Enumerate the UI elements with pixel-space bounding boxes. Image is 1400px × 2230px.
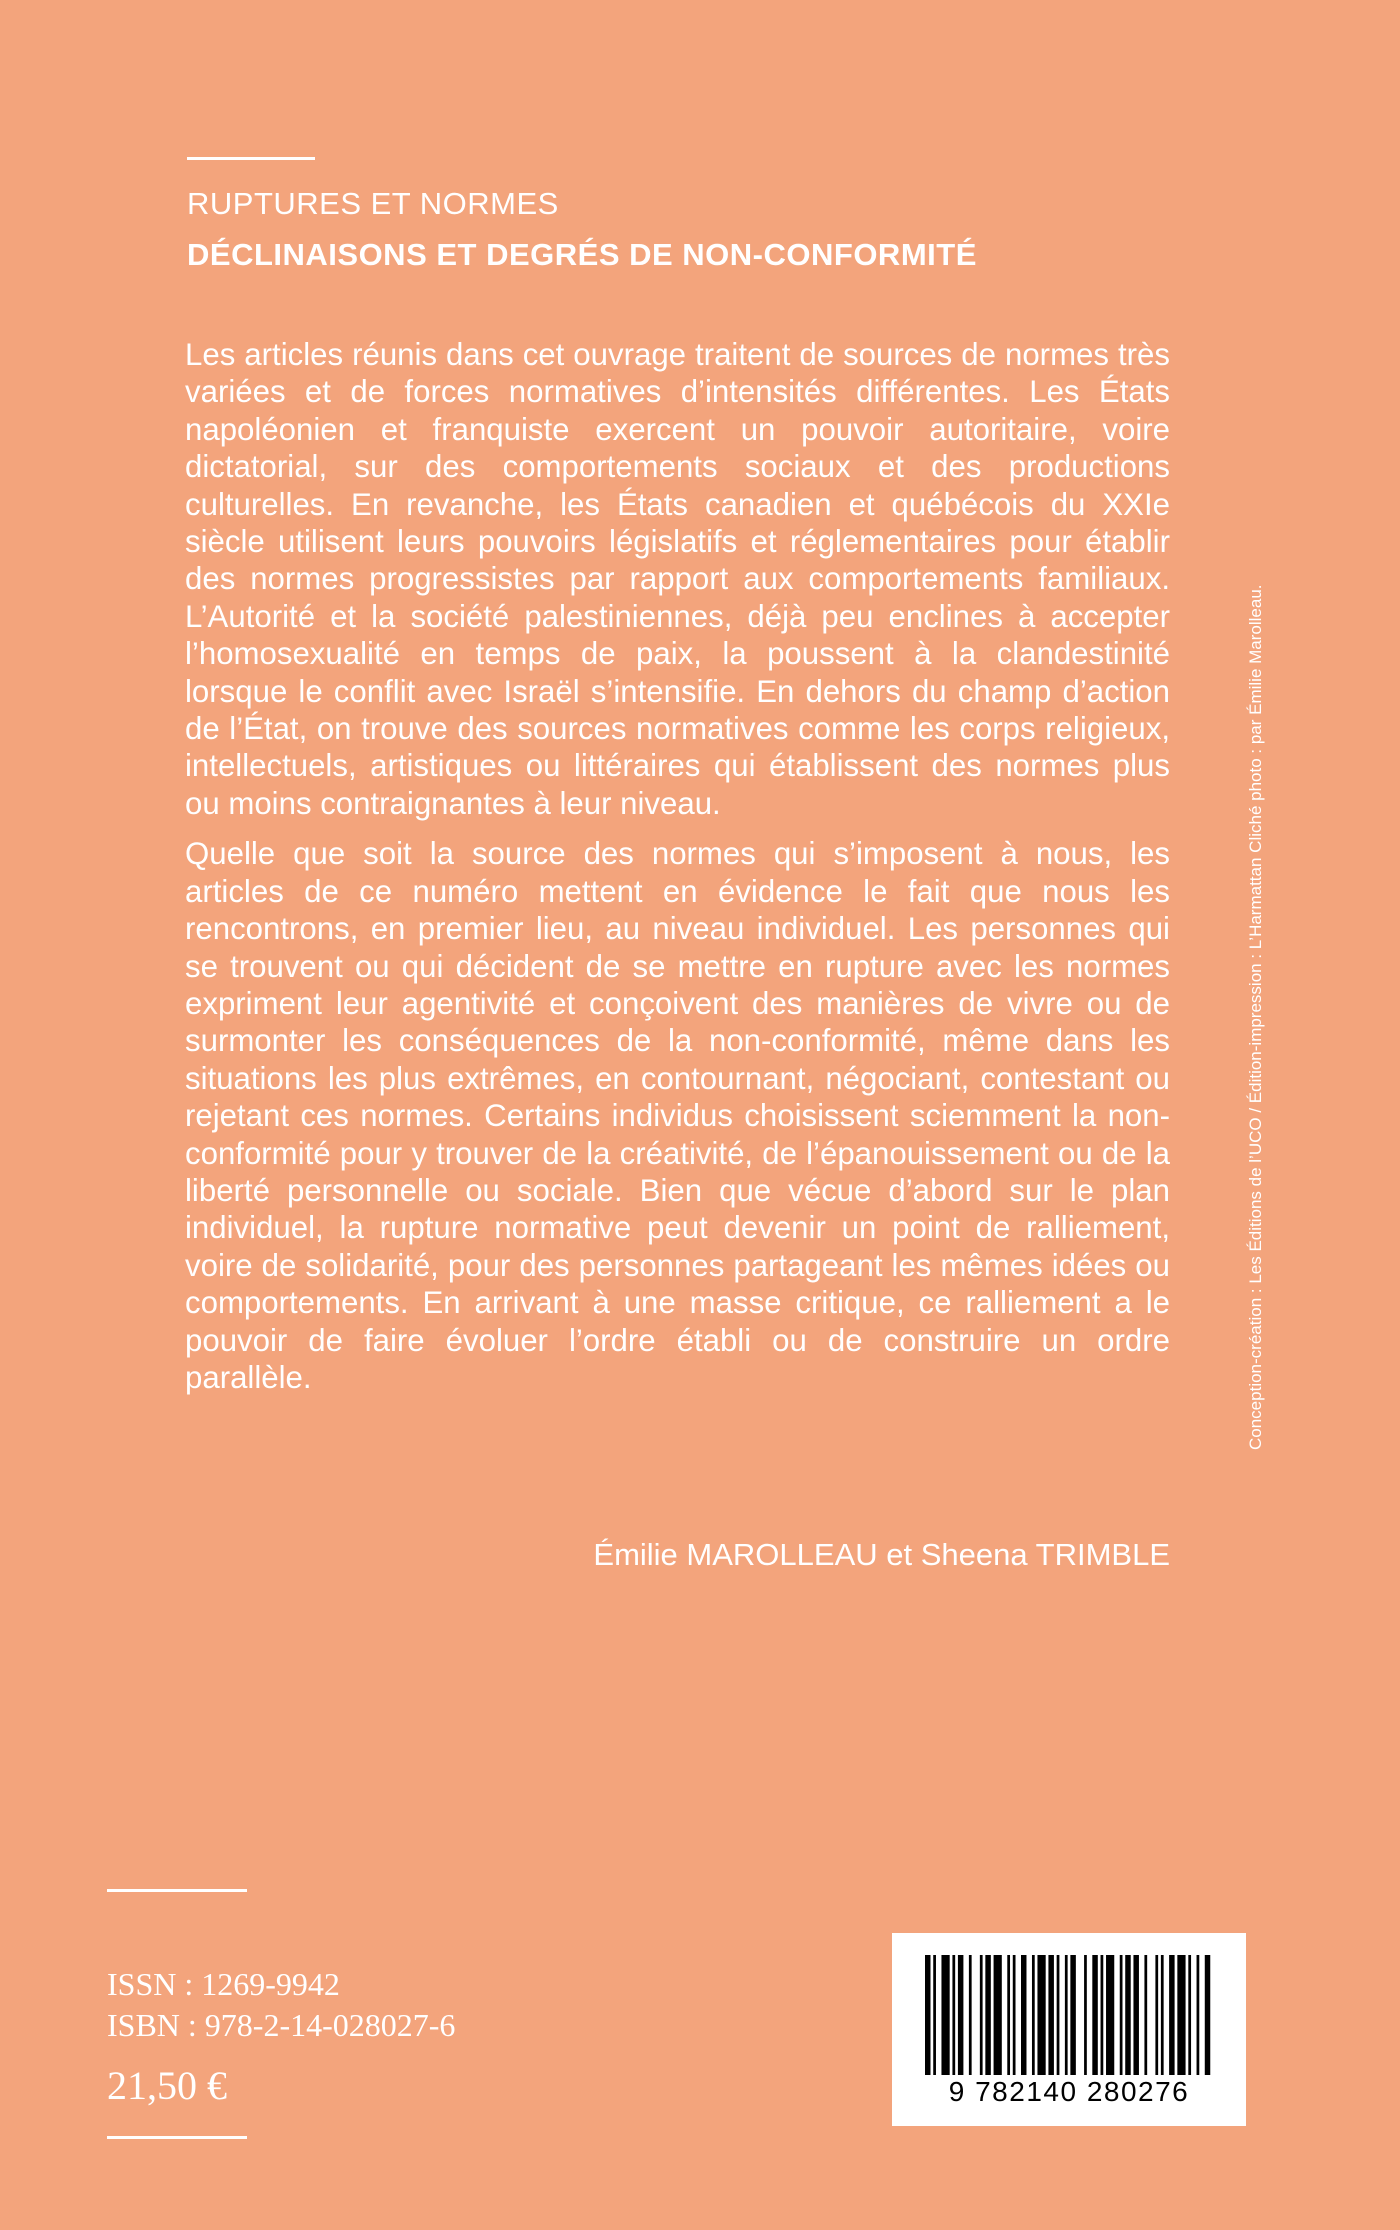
barcode-bar [1205,1955,1210,2075]
isbn-number: ISBN : 978-2-14-028027-6 [107,2007,456,2043]
barcode-bar [980,1955,983,2075]
barcode-bar [1007,1955,1010,2075]
summary-paragraph-1: Les articles réunis dans cet ouvrage traitent de sources de normes très variées et de forces normatives d’intensités différentes. Les États napoléonien et franquiste exercent un pouvoir autoritaire, voire dictatorial, sur des comportements sociaux et des productions culturelles. En revanche, les États canadien et québécois du XXIe siècle utilisent leurs pouvoirs législatifs et réglementaires pour établir des normes progressistes par rapport aux comportements familiaux. L’Autorité et la société palestiniennes, déjà peu enclines à accepter l’homosexualité en temps de paix, la poussent à la clandestinité lorsque le conflit avec Israël s’intensifie. En dehors du champ d’action de l’État, on trouve des sources normatives comme les corps religieux, intellectuels, artistiques ou littéraires qui établissent des normes plus ou moins contraignantes à leur niveau. [185,337,1170,821]
barcode-bar [933,1955,936,2075]
barcode-bar [1084,1955,1087,2075]
barcode-bar [1021,1955,1026,2075]
credits-text: Conception-création : Les Éditions de l’UCO / Édition-impression : L’Harmattan Cliché photo : par Émilie Marolleau. [1246,584,1265,1450]
barcode-bar [1106,1955,1114,2075]
issn-number: ISSN : 1269-9942 [107,1966,340,2002]
barcode-bar [952,1955,955,2075]
barcode-bar [1065,1955,1068,2075]
barcode-bar [1032,1955,1035,2075]
barcode-bar [941,1955,949,2075]
barcode-bar [1188,1955,1191,2075]
barcode-bar [1120,1955,1123,2075]
barcode-bar [1070,1955,1075,2075]
barcode-bar [958,1955,963,2075]
barcode-bar [1197,1955,1200,2075]
barcode-bar [1169,1955,1174,2075]
price-label: 21,50 € [107,2063,227,2108]
book-subtitle: DÉCLINAISONS ET DEGRÉS DE NON-CONFORMITÉ [187,237,977,272]
barcode-bar [1057,1955,1060,2075]
barcode-bars-icon [925,1955,1213,2075]
barcode-bar [1177,1955,1185,2075]
authors-line: Émilie MAROLLEAU et Sheena TRIMBLE [593,1537,1170,1572]
barcode-bar [1133,1955,1138,2075]
barcode-bar [1101,1955,1104,2075]
top-divider [187,157,315,160]
barcode-bar [1013,1955,1016,2075]
summary-text [185,336,1170,1396]
barcode-bar [969,1955,972,2075]
barcode [892,1933,1246,2126]
barcode-bar [1125,1955,1130,2075]
barcode-bar [1092,1955,1097,2075]
summary-paragraph-2: Quelle que soit la source des normes qui s’imposent à nous, les articles de ce numéro mettent en évidence le fait que nous les rencontrons, en premier lieu, au niveau individuel. Les personnes qui se trouvent ou qui décident de se mettre en rupture avec les normes expriment leur agentivité et conçoivent des manières de vivre ou de surmonter les conséquences de la non-conformité, même dans les situations les plus extrêmes, en contournant, négociant, contestant ou rejetant ces normes. Certains individus choisissent sciemment la non-conformité pour y trouver de la créativité, de l’épanouissement ou de la liberté personnelle ou sociale. Bien que vécue d’abord sur le plan individuel, la rupture normative peut devenir un point de ralliement, voire de solidarité, pour des personnes partageant les mêmes idées ou comportements. En arrivant à une masse critique, ce ralliement a le pouvoir de faire évoluer l’ordre établi ou de construire un ordre parallèle. [185,836,1170,1395]
barcode-bar [1144,1955,1147,2075]
barcode-bar [925,1955,930,2075]
credits-block [1246,380,1266,1450]
info-divider-bottom [107,2136,247,2139]
barcode-digits: 9 782140 280276 [948,2076,1190,2107]
barcode-bar [1037,1955,1045,2075]
barcode-bar [1155,1955,1158,2075]
barcode-bar [985,1955,990,2075]
book-title: RUPTURES ET NORMES [187,186,559,221]
barcode-bar [994,1955,1002,2075]
barcode-bar [1161,1955,1164,2075]
barcode-bar [1048,1955,1053,2075]
info-divider-top [107,1889,247,1892]
